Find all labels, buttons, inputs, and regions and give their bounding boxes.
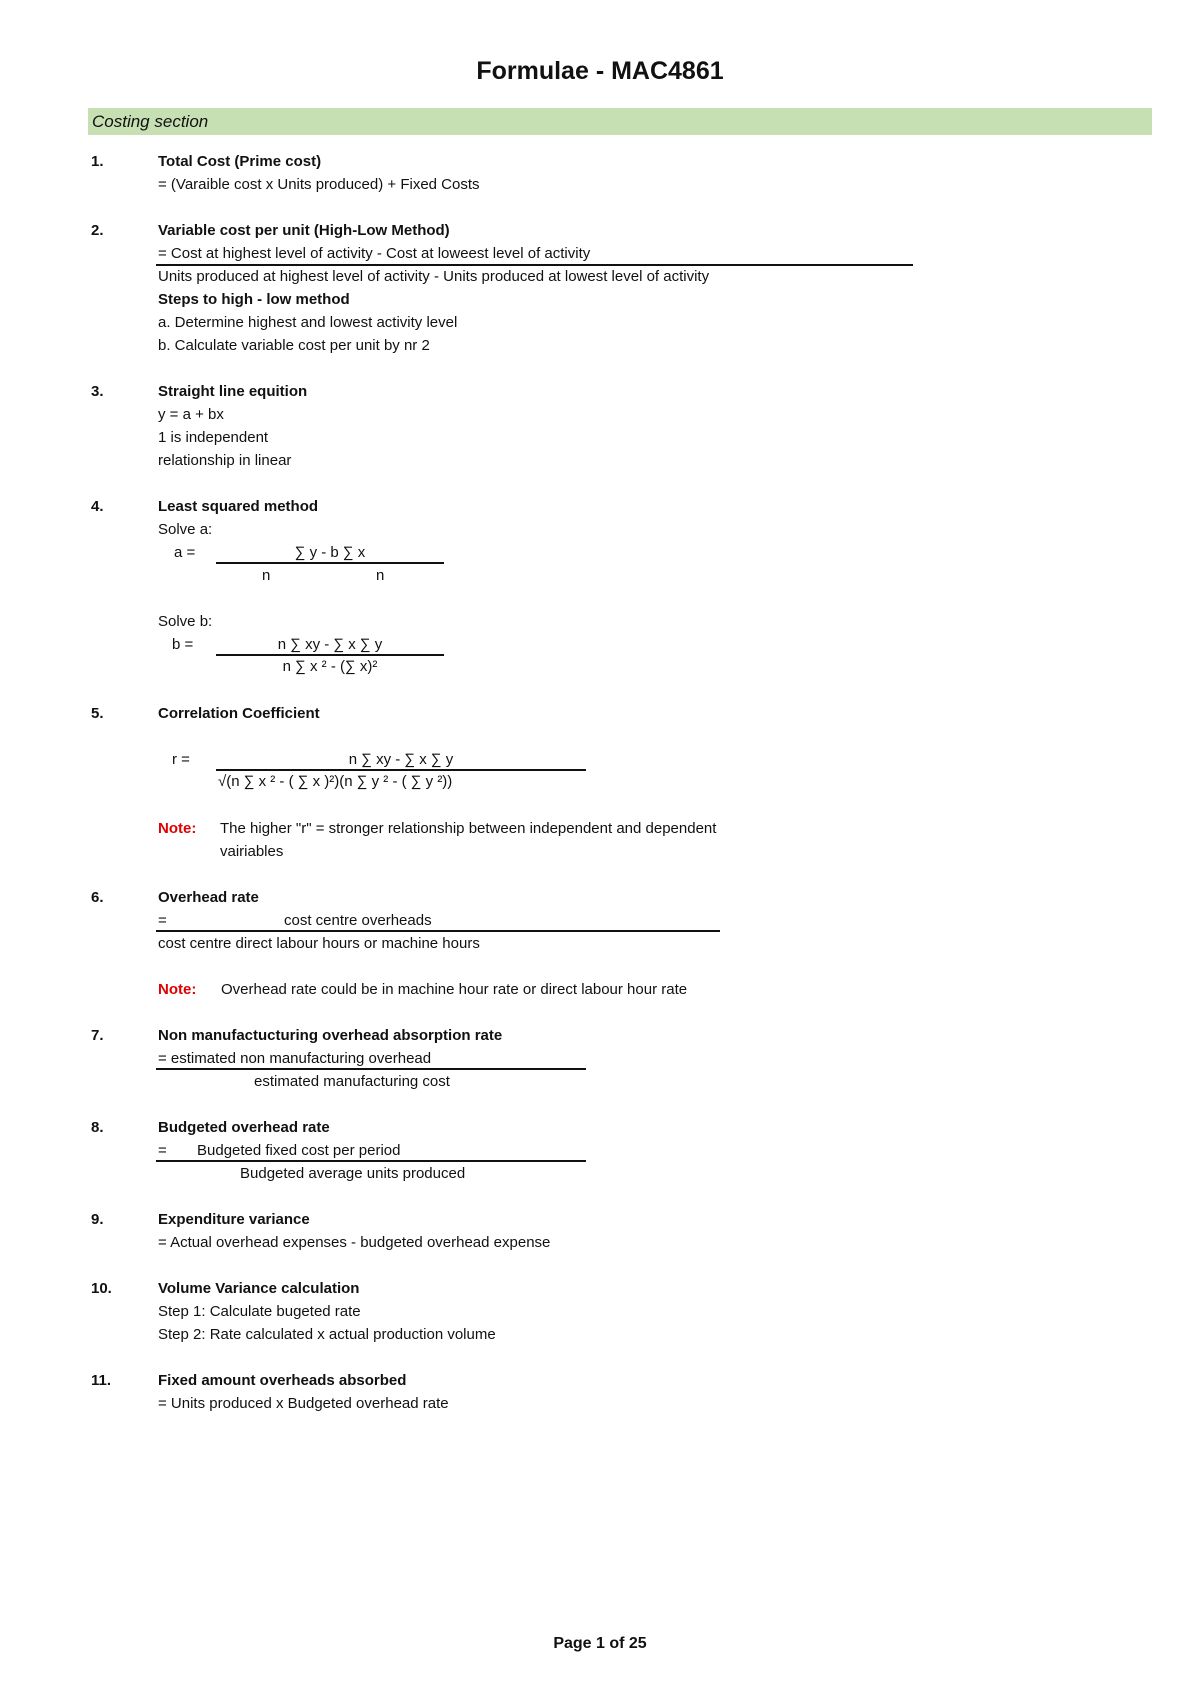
fraction-bar: [216, 562, 444, 564]
formula-line: = Units produced x Budgeted overhead rate: [158, 1395, 449, 1412]
step-line: Step 2: Rate calculated x actual production volume: [158, 1326, 496, 1343]
fraction-bar: [216, 654, 444, 656]
item-heading: Correlation Coefficient: [158, 705, 320, 722]
a-equals: a =: [174, 544, 196, 561]
fraction-bar: [156, 1160, 586, 1162]
item-number: 4.: [91, 498, 104, 515]
item-number: 6.: [91, 889, 104, 906]
item-heading: Non manufactucturing overhead absorption rate: [158, 1027, 503, 1044]
step-line: b. Calculate variable cost per unit by nr 2: [158, 337, 430, 354]
item-number: 2.: [91, 222, 104, 239]
note-text: The higher "r" = stronger relationship between independent and dependent: [220, 820, 717, 837]
item-number: 5.: [91, 705, 104, 722]
note-label: Note:: [158, 981, 197, 998]
item-heading: Budgeted overhead rate: [158, 1119, 330, 1136]
item-heading: Volume Variance calculation: [158, 1280, 360, 1297]
step-line: a. Determine highest and lowest activity level: [158, 314, 458, 331]
formula-line: = (Varaible cost x Units produced) + Fixed Costs: [158, 176, 480, 193]
page-footer: Page 1 of 25: [553, 1635, 647, 1652]
formula-line: = Actual overhead expenses - budgeted overhead expense: [158, 1234, 551, 1251]
equals-sign: =: [158, 912, 167, 929]
fraction-bar: [216, 769, 586, 771]
r-denominator: √(n ∑ x ² - ( ∑ x )²)(n ∑ y ² - ( ∑ y ²)): [218, 773, 453, 790]
note-label: Note:: [158, 820, 197, 837]
sub-heading: Steps to high - low method: [158, 291, 350, 308]
formula-numerator: cost centre overheads: [284, 912, 432, 929]
text-line: 1 is independent: [158, 429, 269, 446]
page-title: Formulae - MAC4861: [476, 57, 724, 85]
item-heading: Total Cost (Prime cost): [158, 153, 322, 170]
equals-sign: =: [158, 1142, 167, 1159]
item-number: 10.: [91, 1280, 112, 1297]
note-text: Overhead rate could be in machine hour rate or direct labour hour rate: [221, 981, 688, 998]
b-denominator: n ∑ x ² - (∑ x)²: [282, 658, 378, 675]
item-heading: Expenditure variance: [158, 1211, 310, 1228]
b-equals: b =: [172, 636, 194, 653]
a-numerator: ∑ y - b ∑ x: [294, 544, 366, 561]
text-line: relationship in linear: [158, 452, 292, 469]
fraction-bar: [156, 930, 720, 932]
item-number: 11.: [91, 1372, 112, 1389]
item-number: 8.: [91, 1119, 104, 1136]
item-number: 9.: [91, 1211, 104, 1228]
formula-denominator: Budgeted average units produced: [240, 1165, 466, 1182]
solve-b-label: Solve b:: [158, 613, 213, 630]
item-heading: Least squared method: [158, 498, 319, 515]
r-equals: r =: [172, 751, 190, 768]
item-number: 7.: [91, 1027, 104, 1044]
section-band: [88, 108, 1152, 135]
fraction-bar: [156, 1068, 586, 1070]
item-heading: Variable cost per unit (High-Low Method): [158, 222, 450, 239]
item-heading: Straight line equition: [158, 383, 308, 400]
item-heading: Overhead rate: [158, 889, 259, 906]
b-numerator: n ∑ xy - ∑ x ∑ y: [277, 636, 383, 653]
item-number: 3.: [91, 383, 104, 400]
solve-a-label: Solve a:: [158, 521, 213, 538]
formula-line: y = a + bx: [158, 406, 224, 423]
a-denominator-1: n: [262, 567, 271, 584]
formula-denominator: Units produced at highest level of activity - Units produced at lowest level of activity: [158, 268, 710, 285]
formula-numerator: = estimated non manufacturing overhead: [158, 1050, 432, 1067]
formula-denominator: cost centre direct labour hours or machine hours: [158, 935, 480, 952]
r-numerator: n ∑ xy - ∑ x ∑ y: [348, 751, 454, 768]
note-text: vairiables: [220, 843, 284, 860]
formula-denominator: estimated manufacturing cost: [254, 1073, 450, 1090]
fraction-bar: [156, 264, 913, 266]
formula-numerator: Budgeted fixed cost per period: [197, 1142, 401, 1159]
section-title: Costing section: [92, 112, 209, 131]
step-line: Step 1: Calculate bugeted rate: [158, 1303, 361, 1320]
item-heading: Fixed amount overheads absorbed: [158, 1372, 407, 1389]
item-number: 1.: [91, 153, 104, 170]
formula-numerator: = Cost at highest level of activity - Cost at loweest level of activity: [158, 245, 591, 262]
a-denominator-2: n: [376, 567, 385, 584]
